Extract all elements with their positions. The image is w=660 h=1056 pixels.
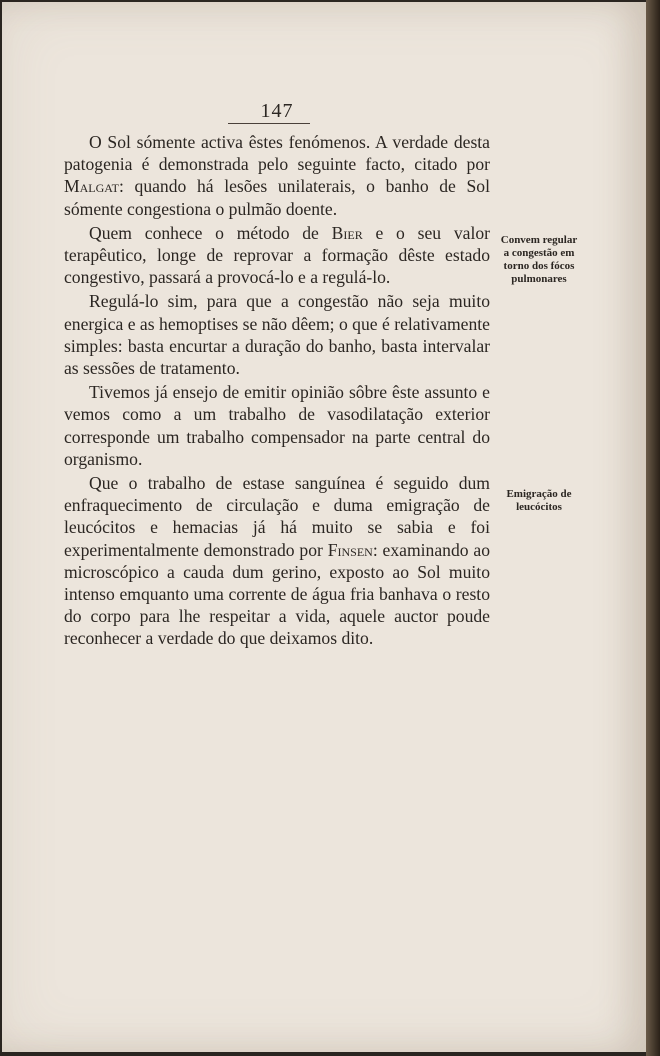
paragraph [64, 222, 490, 289]
paragraph: Tivemos já ensejo de emitir opinião sôbre êste assunto e vemos como a um trabalho de vasodilatação exterior corresponde um trabalho compensador na parte central do organismo. [64, 382, 490, 469]
text-run: Quem conhece o método de [89, 222, 332, 243]
book-page [2, 2, 646, 1052]
author-name: Malgat [64, 176, 119, 197]
book-spine-edge [646, 0, 660, 1056]
margin-note: Emigração de leucócitos [506, 488, 572, 513]
body-text [64, 131, 490, 650]
page-number-rule [228, 123, 310, 124]
text-run: : quando há lesões unilaterais, o banho de Sol sómente congestiona o pulmão doente. [64, 176, 490, 219]
paragraph: Regulá-lo sim, para que a congestão não seja muito energica e as hemoptises se não dêem; o que é relativamente simples: basta encurtar a duração do banho, basta intervalar as sessões de tratamento. [64, 291, 490, 379]
paragraph [64, 131, 490, 220]
author-name: Finsen [327, 539, 373, 560]
author-name: Bier [331, 222, 363, 243]
margin-note: Convem regular a congestão em torno dos fócos pulmonares [500, 234, 578, 285]
text-run: : examinando ao microscópico a cauda dum gerino, exposto ao Sol muito intenso emquanto uma corrente de água fria banhava o resto do corpo para lhe respeitar a vida, aquele auctor poude reconhecer a verdade do que deixamos dito. [64, 539, 490, 649]
page-number: 147 [260, 100, 294, 122]
paragraph [64, 472, 490, 650]
text-run: Que o trabalho de estase sanguínea é seguido dum enfraquecimento de circulação e duma emigração de leucócitos e hemacias já há muito se sabia e foi experimentalmente demonstrado por [64, 473, 490, 560]
text-run: O Sol sómente activa êstes fenómenos. A verdade desta patogenia é demonstrada pelo seguinte facto, citado por [64, 132, 490, 175]
text-run: e o seu valor terapêutico, longe de reprovar a formação dêste estado congestivo, passará a provocá-lo e a regulá-lo. [64, 222, 490, 288]
